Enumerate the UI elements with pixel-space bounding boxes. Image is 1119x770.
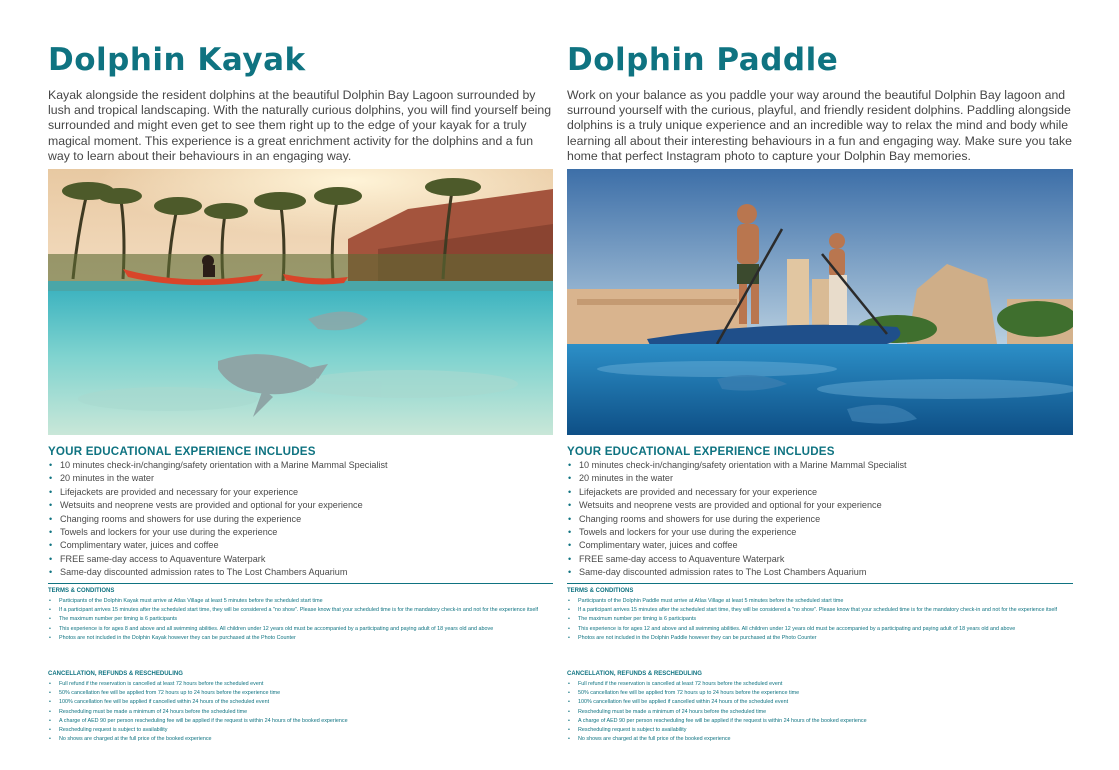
list-item: • Full refund if the reservation is cancelled at least 72 hours before the scheduled event	[567, 680, 1073, 689]
list-item: • A charge of AED 90 per person rescheduling fee will be applied if the request is within 24 hours of the booked experience	[48, 717, 553, 726]
paddle-terms-title: TERMS & CONDITIONS	[567, 588, 634, 594]
paddle-intro: Work on your balance as you paddle your way around the beautiful Dolphin Bay lagoon and surround yourself with the curious, playful, and friendly resident dolphins. Paddling alongside dolphins is a truly unique experience and an incredible way to relax the mind and body while learning all about their interesting behaviours in a fun and engaging way. Make sure you take home that perfect Instagram photo to capture your Dolphin Bay memories.	[567, 88, 1072, 163]
list-item: • Towels and lockers for your use during the experience	[567, 526, 1073, 539]
list-item: • Lifejackets are provided and necessary for your experience	[567, 486, 1073, 499]
section-divider	[567, 583, 1073, 584]
kayak-photo	[48, 169, 553, 435]
paddle-title: Dolphin Paddle	[567, 42, 839, 78]
list-item: • Complimentary water, juices and coffee	[567, 539, 1073, 552]
kayak-title: Dolphin Kayak	[48, 42, 306, 78]
list-item: • FREE same-day access to Aquaventure Waterpark	[567, 553, 1073, 566]
list-item: • 10 minutes check-in/changing/safety orientation with a Marine Mammal Specialist	[567, 459, 1073, 472]
list-item: • 20 minutes in the water	[567, 472, 1073, 485]
list-item: • Rescheduling must be made a minimum of 24 hours before the scheduled time	[567, 708, 1073, 717]
list-item: • Lifejackets are provided and necessary for your experience	[48, 486, 553, 499]
paddle-photo	[567, 169, 1073, 435]
list-item: • Same-day discounted admission rates to The Lost Chambers Aquarium	[48, 566, 553, 579]
kayak-includes-title: YOUR EDUCATIONAL EXPERIENCE INCLUDES	[48, 445, 316, 458]
list-item: • Rescheduling request is subject to availability	[48, 726, 553, 735]
list-item: • 100% cancellation fee will be applied if cancelled within 24 hours of the scheduled event	[567, 698, 1073, 707]
list-item: • The maximum number per timing is 6 participants	[48, 615, 553, 624]
kayak-terms-list	[48, 597, 553, 643]
list-item: • Wetsuits and neoprene vests are provided and optional for your experience	[48, 499, 553, 512]
list-item: • Changing rooms and showers for use during the experience	[48, 513, 553, 526]
list-item: • Complimentary water, juices and coffee	[48, 539, 553, 552]
section-divider	[48, 583, 553, 584]
list-item: • Photos are not included in the Dolphin Kayak however they can be purchased at the Photo Counter	[48, 634, 553, 643]
list-item: • Towels and lockers for your use during the experience	[48, 526, 553, 539]
kayak-cancellation-list	[48, 680, 553, 744]
list-item: • 50% cancellation fee will be applied from 72 hours up to 24 hours before the experience time	[48, 689, 553, 698]
list-item: • 100% cancellation fee will be applied if cancelled within 24 hours of the scheduled event	[48, 698, 553, 707]
list-item: • No shows are charged at the full price of the booked experience	[48, 735, 553, 744]
list-item: • Rescheduling must be made a minimum of 24 hours before the scheduled time	[48, 708, 553, 717]
paddle-includes-title: YOUR EDUCATIONAL EXPERIENCE INCLUDES	[567, 445, 835, 458]
list-item: • A charge of AED 90 per person rescheduling fee will be applied if the request is within 24 hours of the booked experience	[567, 717, 1073, 726]
list-item: • Changing rooms and showers for use during the experience	[567, 513, 1073, 526]
list-item: • If a participant arrives 15 minutes after the scheduled start time, they will be considered a "no show". Please know that your scheduled time is for the mandatory check-in and not for the experience itself	[48, 606, 553, 615]
paddle-includes-list	[567, 459, 1073, 580]
kayak-intro: Kayak alongside the resident dolphins at the beautiful Dolphin Bay Lagoon surrounded by lush and tropical landscaping. With the naturally curious dolphins, you will find yourself being surrounded and might even get to see them right up to the edge of your kayak for a truly magical moment. This experience is a great enrichment activity for the dolphins and a fun way to learn about their behaviours in an engaging way.	[48, 88, 552, 163]
list-item: • The maximum number per timing is 6 participants	[567, 615, 1073, 624]
list-item: • Participants of the Dolphin Paddle must arrive at Atlas Village at least 5 minutes before the scheduled start time	[567, 597, 1073, 606]
list-item: • Same-day discounted admission rates to The Lost Chambers Aquarium	[567, 566, 1073, 579]
paddle-cancellation-list	[567, 680, 1073, 744]
list-item: • Photos are not included in the Dolphin Paddle however they can be purchased at the Photo Counter	[567, 634, 1073, 643]
list-item: • 20 minutes in the water	[48, 472, 553, 485]
list-item: • 10 minutes check-in/changing/safety orientation with a Marine Mammal Specialist	[48, 459, 553, 472]
list-item: • Participants of the Dolphin Kayak must arrive at Atlas Village at least 5 minutes before the scheduled start time	[48, 597, 553, 606]
list-item: • FREE same-day access to Aquaventure Waterpark	[48, 553, 553, 566]
kayak-includes-list	[48, 459, 553, 580]
list-item: • Wetsuits and neoprene vests are provided and optional for your experience	[567, 499, 1073, 512]
paddle-cancellation-title: CANCELLATION, REFUNDS & RESCHEDULING	[567, 671, 702, 677]
kayak-cancellation-title: CANCELLATION, REFUNDS & RESCHEDULING	[48, 671, 183, 677]
list-item: • Rescheduling request is subject to availability	[567, 726, 1073, 735]
list-item: • This experience is for ages 12 and above and all swimming abilities. All children under 12 years old must be accompanied by a participating and paying adult of 18 years old and above	[567, 625, 1073, 634]
list-item: • No shows are charged at the full price of the booked experience	[567, 735, 1073, 744]
list-item: • 50% cancellation fee will be applied from 72 hours up to 24 hours before the experience time	[567, 689, 1073, 698]
list-item: • If a participant arrives 15 minutes after the scheduled start time, they will be considered a "no show". Please know that your scheduled time is for the mandatory check-in and not for the experience itself	[567, 606, 1073, 615]
list-item: • Full refund if the reservation is cancelled at least 72 hours before the scheduled event	[48, 680, 553, 689]
list-item: • This experience is for ages 8 and above and all swimming abilities. All children under 12 years old must be accompanied by a participating and paying adult of 18 years old and above	[48, 625, 553, 634]
paddle-terms-list	[567, 597, 1073, 643]
kayak-terms-title: TERMS & CONDITIONS	[48, 588, 115, 594]
